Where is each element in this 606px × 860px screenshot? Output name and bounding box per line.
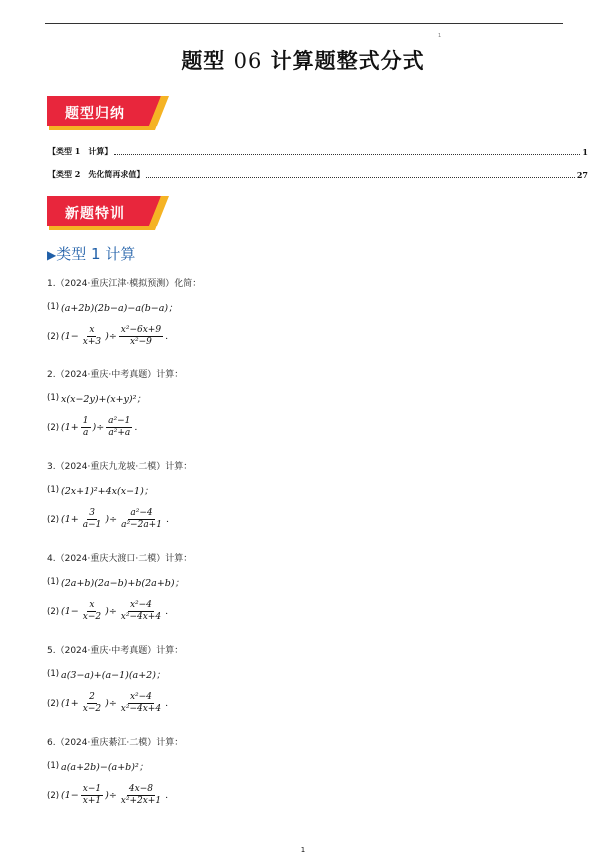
expression-operator: )÷ bbox=[105, 514, 118, 525]
question-part-1 bbox=[47, 300, 178, 314]
question-part-1 bbox=[47, 483, 153, 497]
numerator: x bbox=[89, 325, 95, 335]
part-label: (1) bbox=[47, 669, 60, 679]
numerator: a²−4 bbox=[130, 508, 153, 518]
numerator: 3 bbox=[89, 508, 95, 518]
denominator: x²−4x+4 bbox=[120, 612, 162, 622]
toc-label: 【类型 1 计算】 bbox=[48, 146, 113, 156]
section-label: 类型 1 计算 bbox=[56, 245, 136, 263]
question-part-2 bbox=[47, 601, 168, 622]
denominator: x²−9 bbox=[129, 337, 152, 347]
question-part-2 bbox=[47, 417, 137, 438]
expression: (2x+1)²+4x(x−1)； bbox=[61, 486, 154, 497]
question-heading: 4.（2024·重庆大渡口·二模）计算： bbox=[47, 554, 193, 564]
fraction bbox=[81, 693, 103, 714]
training-banner bbox=[47, 196, 169, 232]
expression-end: . bbox=[165, 331, 169, 342]
expression-prefix: (1− bbox=[61, 790, 79, 801]
expression-prefix: (1− bbox=[61, 606, 79, 617]
part-label: (2) bbox=[47, 514, 60, 525]
denominator: a−1 bbox=[82, 520, 102, 530]
part-label: (1) bbox=[47, 302, 60, 312]
denominator: x−2 bbox=[82, 704, 102, 714]
summary-banner-label: 题型归纳 bbox=[65, 106, 125, 122]
fraction bbox=[81, 326, 103, 347]
numerator: 2 bbox=[89, 692, 95, 702]
summary-banner bbox=[47, 96, 169, 132]
expression: x(x−2y)+(x+y)²； bbox=[61, 394, 146, 405]
part-label: (1) bbox=[47, 393, 60, 403]
numerator: a²−1 bbox=[108, 416, 131, 426]
numerator: x−1 bbox=[82, 784, 102, 794]
question-part-1 bbox=[47, 575, 184, 589]
question-part-2 bbox=[47, 785, 168, 806]
question-part-1 bbox=[47, 759, 148, 773]
question-part-2 bbox=[47, 326, 168, 347]
denominator: x−2 bbox=[82, 612, 102, 622]
part-label: (1) bbox=[47, 485, 60, 495]
part-label: (1) bbox=[47, 761, 60, 771]
expression-prefix: (1− bbox=[61, 331, 79, 342]
expression: a(a+2b)−(a+b)²； bbox=[61, 762, 149, 773]
question-heading: 6.（2024·重庆綦江·二模）计算： bbox=[47, 738, 184, 748]
question-heading: 2.（2024·重庆·中考真题）计算： bbox=[47, 370, 184, 380]
fraction bbox=[119, 693, 163, 714]
fraction bbox=[81, 785, 103, 806]
denominator: a bbox=[82, 428, 89, 438]
expression: a(3−a)+(a−1)(a+2)； bbox=[61, 670, 166, 681]
section-heading bbox=[47, 243, 135, 264]
part-label: (2) bbox=[47, 790, 60, 801]
fraction bbox=[119, 509, 164, 530]
numerator: 4x−8 bbox=[128, 784, 153, 794]
header-mark: 1 bbox=[438, 33, 442, 39]
expression-prefix: (1+ bbox=[61, 514, 79, 525]
denominator: x+3 bbox=[82, 337, 102, 347]
part-label: (2) bbox=[47, 331, 60, 342]
toc-dots bbox=[114, 154, 580, 155]
denominator: a²−2a+1 bbox=[121, 520, 162, 530]
question-heading: 1.（2024·重庆江津·模拟预测）化简： bbox=[47, 279, 202, 289]
training-banner-label: 新题特训 bbox=[65, 206, 125, 222]
expression-end: . bbox=[165, 514, 169, 525]
denominator: x+1 bbox=[82, 796, 102, 806]
part-label: (2) bbox=[47, 422, 60, 433]
question-part-1 bbox=[47, 391, 146, 405]
fraction bbox=[81, 601, 103, 622]
triangle-icon: ▶ bbox=[47, 248, 57, 262]
fraction bbox=[119, 785, 163, 806]
question-part-2 bbox=[47, 509, 169, 530]
expression-operator: )÷ bbox=[105, 698, 117, 709]
numerator: 1 bbox=[82, 416, 89, 426]
part-label: (1) bbox=[47, 577, 60, 587]
expression-operator: )÷ bbox=[92, 422, 105, 433]
toc-label: 【类型 2 先化简再求值】 bbox=[48, 169, 145, 179]
part-label: (2) bbox=[47, 606, 60, 617]
numerator: x²−4 bbox=[129, 600, 152, 610]
expression-end: . bbox=[134, 422, 138, 433]
title-rest: 计算题整式分式 bbox=[270, 49, 425, 73]
expression: (2a+b)(2a−b)+b(2a+b)； bbox=[61, 578, 185, 589]
fraction bbox=[119, 601, 163, 622]
numerator: x²−6x+9 bbox=[120, 325, 162, 335]
fraction bbox=[106, 417, 132, 438]
question-heading: 5.（2024·重庆·中考真题）计算： bbox=[47, 646, 184, 656]
expression-end: . bbox=[165, 790, 169, 801]
expression-prefix: (1+ bbox=[61, 698, 79, 709]
page-title bbox=[0, 45, 606, 75]
denominator: x²−4x+4 bbox=[120, 704, 162, 714]
expression: (a+2b)(2b−a)−a(b−a)； bbox=[61, 303, 178, 314]
toc-entry-2[interactable] bbox=[48, 169, 588, 180]
title-number: 06 bbox=[233, 49, 263, 73]
toc-page: 27 bbox=[576, 170, 588, 180]
expression-end: . bbox=[165, 606, 169, 617]
numerator: x²−4 bbox=[129, 692, 152, 702]
fraction bbox=[81, 417, 91, 438]
expression-operator: )÷ bbox=[105, 606, 117, 617]
title-text: 题型 bbox=[181, 49, 226, 73]
numerator: x bbox=[89, 600, 95, 610]
toc-dots bbox=[146, 177, 575, 178]
fraction bbox=[119, 326, 163, 347]
expression-operator: )÷ bbox=[105, 331, 117, 342]
expression-prefix: (1+ bbox=[61, 422, 79, 433]
toc-page: 1 bbox=[582, 147, 588, 157]
question-part-2 bbox=[47, 693, 168, 714]
part-label: (2) bbox=[47, 698, 60, 709]
expression-end: . bbox=[165, 698, 169, 709]
expression-operator: )÷ bbox=[105, 790, 117, 801]
toc-entry-1[interactable] bbox=[48, 146, 588, 157]
fraction bbox=[81, 509, 104, 530]
header-rule bbox=[45, 23, 563, 24]
question-part-1 bbox=[47, 667, 165, 681]
denominator: a²+a bbox=[108, 428, 131, 438]
question-heading: 3.（2024·重庆九龙坡·二模）计算： bbox=[47, 462, 193, 472]
page-number: 1 bbox=[300, 846, 306, 854]
denominator: x²+2x+1 bbox=[120, 796, 162, 806]
